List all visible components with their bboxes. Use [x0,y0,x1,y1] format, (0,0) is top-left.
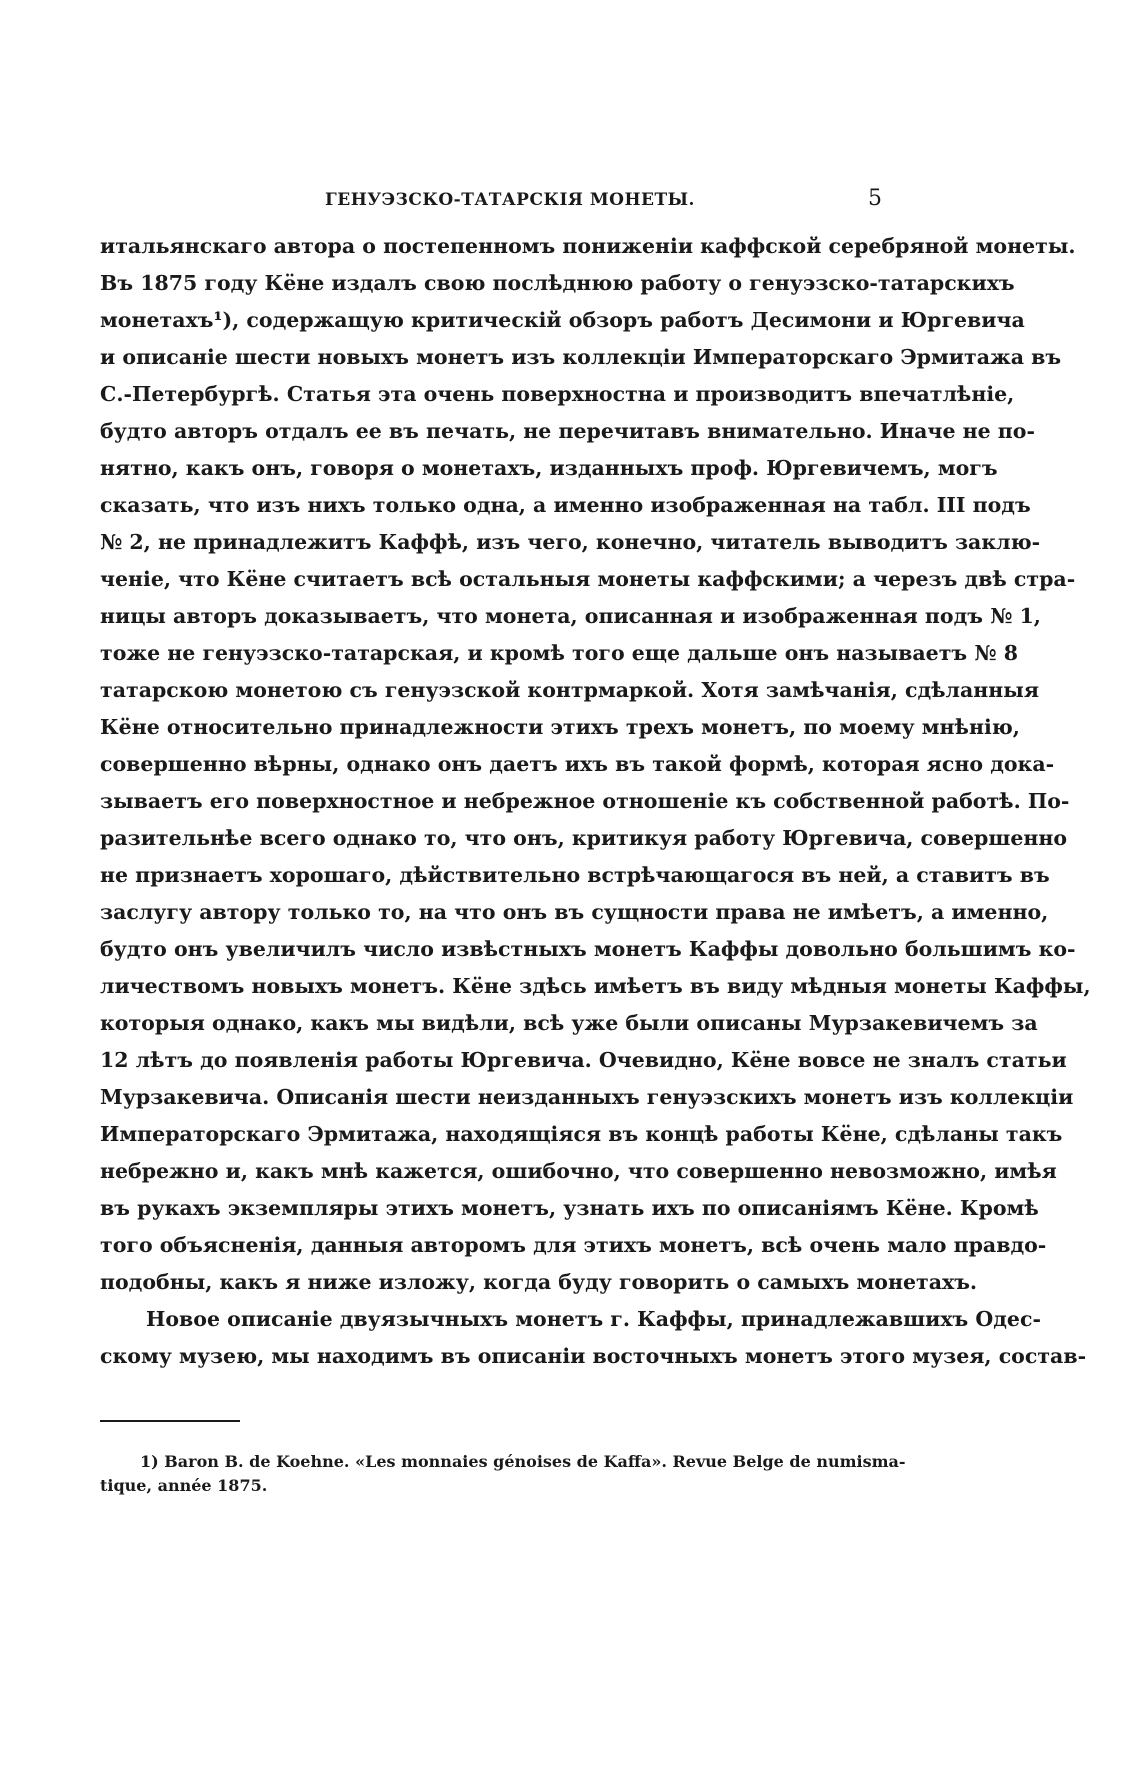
text-line: скому музею, мы находимъ въ описаніи восточныхъ монетъ этого музея, состав- [100,1344,1087,1368]
footnote-line: 1) Baron B. de Koehne. «Les monnaies génoises de Kaffa». Revue Belge de numisma- [140,1452,906,1471]
text-line: Мурзакевича. Описанія шести неизданныхъ генуэзскихъ монетъ изъ коллекціи [100,1085,1074,1109]
text-line: заслугу автору только то, на что онъ въ сущности права не имѣетъ, а именно, [100,900,1049,924]
footnote-line: tique, année 1875. [100,1476,268,1495]
text-line: не признаетъ хорошаго, дѣйствительно встрѣчающагося въ ней, а ставитъ въ [100,863,1050,887]
text-line: будто авторъ отдалъ ее въ печать, не перечитавъ внимательно. Иначе не по- [100,419,1035,443]
text-line: и описаніе шести новыхъ монетъ изъ коллекціи Императорскаго Эрмитажа въ [100,345,1062,369]
text-line: 12 лѣтъ до появленія работы Юргевича. Очевидно, Кёне вовсе не зналъ статьи [100,1048,1067,1072]
text-line: сказать, что изъ нихъ только одна, а именно изображенная на табл. III подъ [100,493,1031,517]
footnote-divider [100,1420,240,1422]
text-line: № 2, не принадлежитъ Каффѣ, изъ чего, конечно, читатель выводитъ заклю- [100,530,1041,554]
text-line: въ рукахъ экземпляры этихъ монетъ, узнать ихъ по описаніямъ Кёне. Кромѣ [100,1196,1039,1220]
body-text [100,228,1091,1375]
page-number: 5 [868,186,882,211]
text-line: С.-Петербургѣ. Статья эта очень поверхностна и производитъ впечатлѣніе, [100,382,1015,406]
text-line: разительнѣе всего однако то, что онъ, критикуя работу Юргевича, совершенно [100,826,1068,850]
text-line: итальянскаго автора о постепенномъ пониженіи каффской серебряной монеты. [100,234,1076,258]
text-line: зываетъ его поверхностное и небрежное отношеніе къ собственной работѣ. По- [100,789,1070,813]
text-line: нятно, какъ онъ, говоря о монетахъ, изданныхъ проф. Юргевичемъ, могъ [100,456,998,480]
text-line: Императорскаго Эрмитажа, находящіяся въ концѣ работы Кёне, сдѣланы такъ [100,1122,1063,1146]
text-line: ченіе, что Кёне считаетъ всѣ остальныя монеты каффскими; а черезъ двѣ стра- [100,567,1076,591]
text-line: монетахъ¹), содержащую критическій обзоръ работъ Десимони и Юргевича [100,308,1025,332]
running-title: ГЕНУЭЗСКО-ТАТАРСКІЯ МОНЕТЫ. [325,190,695,210]
text-line: ницы авторъ доказываетъ, что монета, описанная и изображенная подъ № 1, [100,604,1041,628]
text-line: того объясненія, данныя авторомъ для этихъ монетъ, всѣ очень мало правдо- [100,1233,1047,1257]
text-line: будто онъ увеличилъ число извѣстныхъ монетъ Каффы довольно большимъ ко- [100,937,1076,961]
text-line: которыя однако, какъ мы видѣли, всѣ уже были описаны Мурзакевичемъ за [100,1011,1038,1035]
text-line: Новое описаніе двуязычныхъ монетъ г. Каффы, принадлежавшихъ Одес- [146,1307,1041,1331]
footnote [100,1450,906,1498]
text-line: личествомъ новыхъ монетъ. Кёне здѣсь имѣетъ въ виду мѣдныя монеты Каффы, [100,974,1091,998]
text-line: Въ 1875 году Кёне издалъ свою послѣднюю работу о генуэзско-татарскихъ [100,271,1015,295]
text-line: татарскою монетою съ генуэзской контрмаркой. Хотя замѣчанія, сдѣланныя [100,678,1039,702]
text-line: совершенно вѣрны, однако онъ даетъ ихъ въ такой формѣ, которая ясно дока- [100,752,1055,776]
text-line: небрежно и, какъ мнѣ кажется, ошибочно, что совершенно невозможно, имѣя [100,1159,1057,1183]
text-line: тоже не генуэзско-татарская, и кромѣ того еще дальше онъ называетъ № 8 [100,641,1018,665]
text-line: подобны, какъ я ниже изложу, когда буду говорить о самыхъ монетахъ. [100,1270,978,1294]
text-line: Кёне относительно принадлежности этихъ трехъ монетъ, по моему мнѣнію, [100,715,1020,739]
